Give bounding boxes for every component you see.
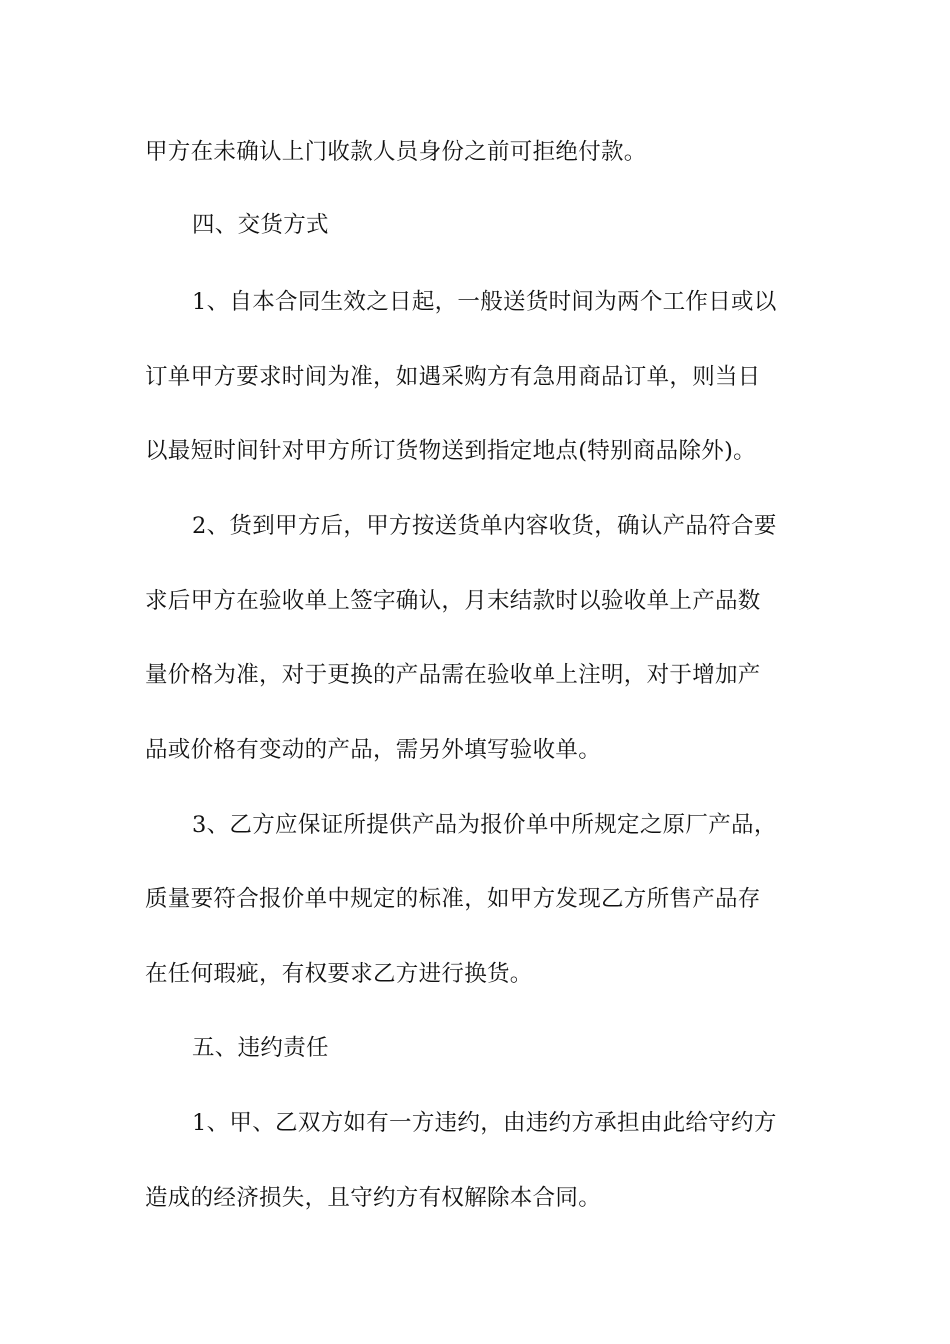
paragraph-line: 甲方在未确认上门收款人员身份之前可拒绝付款。 xyxy=(145,139,647,165)
paragraph-line: 在任何瑕疵，有权要求乙方进行换货。 xyxy=(145,961,533,987)
paragraph-line: 量价格为准，对于更换的产品需在验收单上注明，对于增加产 xyxy=(145,662,761,688)
paragraph-line: 以最短时间针对甲方所订货物送到指定地点(特别商品除外)。 xyxy=(145,438,756,464)
paragraph-line: 订单甲方要求时间为准，如遇采购方有急用商品订单，则当日 xyxy=(145,364,761,390)
paragraph-line: 质量要符合报价单中规定的标准，如甲方发现乙方所售产品存 xyxy=(145,886,761,912)
paragraph-line: 品或价格有变动的产品，需另外填写验收单。 xyxy=(145,737,602,763)
paragraph-line: 造成的经济损失，且守约方有权解除本合同。 xyxy=(145,1185,602,1211)
paragraph-line: 求后甲方在验收单上签字确认，月末结款时以验收单上产品数 xyxy=(145,588,761,614)
paragraph-line: 1、自本合同生效之日起，一般送货时间为两个工作日或以 xyxy=(192,289,777,315)
paragraph-line: 1、甲、乙双方如有一方违约，由违约方承担由此给守约方 xyxy=(192,1110,777,1136)
paragraph-line: 3、乙方应保证所提供产品为报价单中所规定之原厂产品， xyxy=(192,812,777,838)
section-heading-delivery: 四、交货方式 xyxy=(192,212,329,238)
paragraph-line: 2、货到甲方后，甲方按送货单内容收货，确认产品符合要 xyxy=(192,513,777,539)
section-heading-liability: 五、违约责任 xyxy=(192,1035,329,1061)
